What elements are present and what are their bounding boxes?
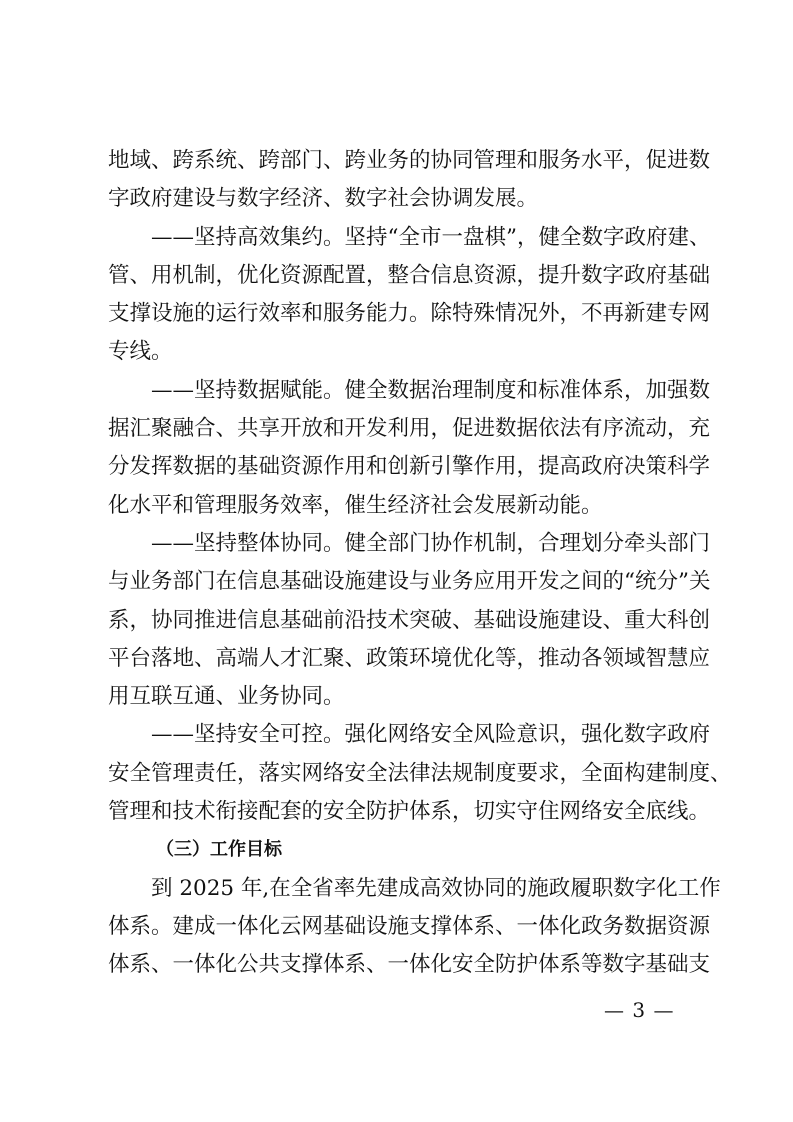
text-line: 地域、跨系统、跨部门、跨业务的协同管理和服务水平，促进数 <box>108 148 711 173</box>
text-line: 与业务部门在信息基础设施建设与业务应用开发之间的“统分”关 <box>108 569 711 595</box>
text-line: 平台落地、高端人才汇聚、政策环境优化等，推动各领域智慧应 <box>108 645 711 671</box>
text-line: 管、用机制，优化资源配置，整合信息资源，提升数字政府基础 <box>108 262 711 288</box>
text-line: 专线。 <box>108 339 173 365</box>
text-line: 字政府建设与数字经济、数字社会协调发展。 <box>108 186 539 212</box>
principle-efficiency-line: ——坚持高效集约。坚持“全市一盘棋”，健全数字政府建、 <box>151 224 711 250</box>
text-line: 用互联互通、业务协同。 <box>108 684 345 710</box>
text-line: 管理和技术衔接配套的安全防护体系，切实守住网络安全底线。 <box>108 799 711 825</box>
text-line: 体系、一体化公共支撑体系、一体化安全防护体系等数字基础支 <box>108 952 711 978</box>
principle-security-line: ——坚持安全可控。强化网络安全风险意识，强化数字政府 <box>151 722 711 748</box>
text-line: 化水平和管理服务效率，催生经济社会发展新动能。 <box>108 492 603 518</box>
text-line: 据汇聚融合、共享开放和开发利用，促进数据依法有序流动，充 <box>108 416 711 442</box>
page-number: — 3 — <box>604 998 675 1022</box>
text-line: 系，协同推进信息基础前沿技术突破、基础设施建设、重大科创 <box>108 607 711 633</box>
principle-data-line: ——坚持数据赋能。健全数据治理制度和标准体系，加强数 <box>151 377 711 403</box>
body-text <box>108 142 732 985</box>
text-line: 分发挥数据的基础资源作用和创新引擎作用，提高政府决策科学 <box>108 454 711 480</box>
section-heading: （三）工作目标 <box>156 839 282 861</box>
principle-coordination-line: ——坚持整体协同。健全部门协作机制，合理划分牵头部门 <box>151 530 711 556</box>
text-line: 到 2025 年,在全省率先建成高效协同的施政履职数字化工作 <box>151 875 721 901</box>
text-line: 支撑设施的运行效率和服务能力。除特殊情况外，不再新建专网 <box>108 301 711 327</box>
text-line: 安全管理责任，落实网络安全法律法规制度要求，全面构建制度、 <box>108 760 732 786</box>
text-line: 体系。建成一体化云网基础设施支撑体系、一体化政务数据资源 <box>108 913 711 939</box>
